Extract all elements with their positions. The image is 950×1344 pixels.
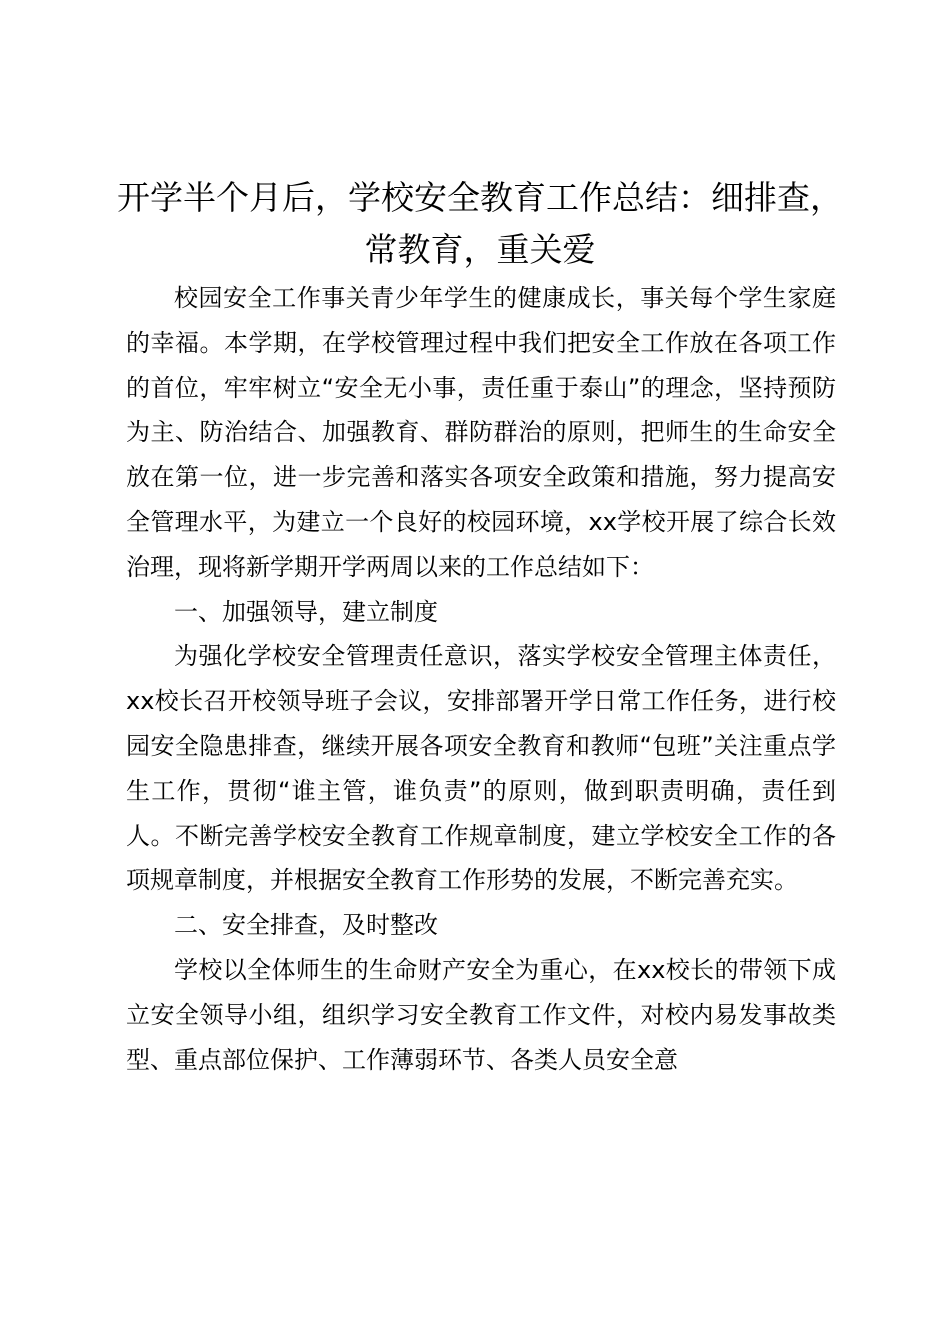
document-title: 开学半个月后，学校安全教育工作总结：细排查，常教育，重关爱 (117, 178, 843, 269)
section-heading-1: 一、加强领导，建立制度 (174, 597, 438, 626)
document-body (126, 276, 836, 1082)
intro-paragraph: 校园安全工作事关青少年学生的健康成长，事关每个学生家庭的幸福。本学期，在学校管理过程中我们把安全工作放在各项工作的首位，牢牢树立“安全无小事，责任重于泰山”的理念，坚持预防为主、防治结合、加强教育、群防群治的原则，把师生的生命安全放在第一位，进一步完善和落实各项安全政策和措施，努力提高安全管理水平，为建立一个良好的校园环境，xx学校开展了综合长效治理，现将新学期开学两周以来的工作总结如下： (126, 284, 836, 581)
section-2-paragraph: 学校以全体师生的生命财产安全为重心，在xx校长的带领下成立安全领导小组，组织学习安全教育工作文件，对校内易发事故类型、重点部位保护、工作薄弱环节、各类人员安全意 (126, 955, 836, 1074)
section-heading-2: 二、安全排查，及时整改 (174, 911, 438, 940)
section-1-paragraph: 为强化学校安全管理责任意识，落实学校安全管理主体责任，xx校长召开校领导班子会议，安排部署开学日常工作任务，进行校园安全隐患排查，继续开展各项安全教育和教师“包班”关注重点学生工作，贯彻“谁主管，谁负责”的原则，做到职责明确，责任到人。不断完善学校安全教育工作规章制度，建立学校安全工作的各项规章制度，并根据安全教育工作形势的发展，不断完善充实。 (126, 642, 836, 895)
